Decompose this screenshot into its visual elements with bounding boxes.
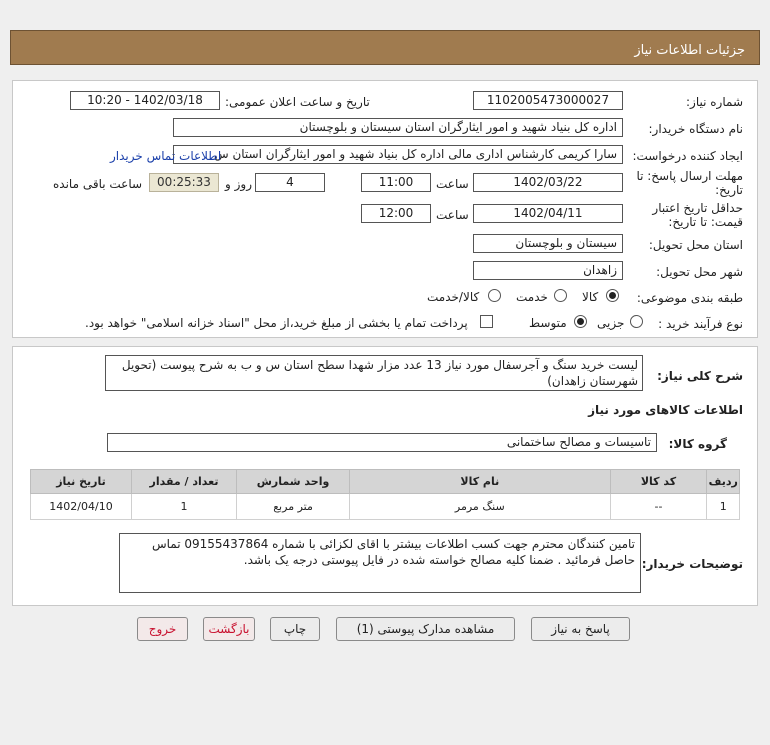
remaining-time-field: 00:25:33 — [149, 173, 219, 192]
summary-field: لیست خرید سنگ و آجرسفال مورد نیاز 13 عدد مزار شهدا سطح استان س و ب به شرح پیوست (تحویل شهرستان زاهدان) — [105, 355, 643, 391]
col-unit: واحد شمارش — [237, 470, 350, 494]
validity-label-date: قیمت: تا تاریخ: — [668, 215, 743, 229]
buyer-org-label: نام دستگاه خریدار: — [648, 122, 743, 136]
requester-field: سارا کریمی کارشناس اداری مالی اداره کل بنیاد شهید و امور ایثارگران استان س — [173, 145, 623, 164]
deadline-label-date: تاریخ: — [715, 183, 743, 197]
page-title: جزئیات اطلاعات نیاز — [634, 43, 745, 58]
buyer-notes-field: تامین کنندگان محترم جهت کسب اطلاعات بیشتر با اقای لکزائی با شماره 09155437864 تماس حاصل فرمائید . ضمنا کلیه مصالح خواسته شده در فایل پیوستی درجه یک باشد. — [119, 533, 641, 593]
category-label: طبقه بندی موضوعی: — [636, 291, 743, 305]
category-radio-service[interactable] — [554, 289, 567, 302]
cell-code: -- — [610, 494, 707, 520]
validity-time-label: ساعت — [436, 208, 469, 222]
province-field: سیستان و بلوچستان — [473, 234, 623, 253]
process-radio-minor[interactable] — [630, 315, 643, 328]
validity-date-field: 1402/04/11 — [473, 204, 623, 223]
deadline-date-field: 1402/03/22 — [473, 173, 623, 192]
page-header — [10, 30, 760, 65]
table-row — [31, 494, 740, 520]
goods-table-header — [31, 470, 740, 494]
buyer-org-field: اداره کل بنیاد شهید و امور ایثارگران استان سیستان و بلوچستان — [173, 118, 623, 137]
buyer-notes-label: توضیحات خریدار: — [641, 557, 743, 571]
category-radio-goods-service[interactable] — [488, 289, 501, 302]
validity-label: حداقل تاریخ اعتبار — [652, 201, 743, 215]
col-row: ردیف — [707, 470, 740, 494]
deadline-time-field: 11:00 — [361, 173, 431, 192]
deadline-time-label: ساعت — [436, 177, 469, 191]
col-need-date: تاریخ نیاز — [31, 470, 132, 494]
cell-row: 1 — [707, 494, 740, 520]
process-option-minor: جزیی — [597, 316, 625, 330]
col-name: نام کالا — [350, 470, 610, 494]
need-number-label: شماره نیاز: — [686, 95, 743, 109]
goods-group-field: تاسیسات و مصالح ساختمانی — [107, 433, 657, 452]
need-number-field: 1102005473000027 — [473, 91, 623, 110]
process-option-medium: متوسط — [529, 316, 567, 330]
col-quantity: تعداد / مقدار — [132, 470, 237, 494]
city-field: زاهدان — [473, 261, 623, 280]
requester-label: ایجاد کننده درخواست: — [632, 149, 743, 163]
deadline-label: مهلت ارسال پاسخ: تا — [636, 169, 743, 183]
days-label: روز و — [225, 177, 252, 191]
reply-button[interactable]: پاسخ به نیاز — [531, 617, 630, 641]
city-label: شهر محل تحویل: — [656, 265, 743, 279]
process-label: نوع فرآیند خرید : — [658, 317, 743, 331]
cell-need-date: 1402/04/10 — [31, 494, 132, 520]
need-details-panel — [12, 346, 758, 606]
announce-label: تاریخ و ساعت اعلان عمومی: — [225, 95, 370, 109]
category-option-service: خدمت — [516, 290, 548, 304]
category-option-goods: کالا — [582, 290, 599, 304]
announce-field: 1402/03/18 - 10:20 — [70, 91, 220, 110]
remaining-time-label: ساعت باقی مانده — [53, 177, 143, 191]
exit-button[interactable]: خروج — [137, 617, 188, 641]
goods-table — [30, 469, 740, 520]
process-radio-medium[interactable] — [574, 315, 587, 328]
contact-buyer-link[interactable]: اطلاعات تماس خریدار — [110, 149, 222, 163]
back-button[interactable]: بازگشت — [203, 617, 255, 641]
goods-info-title: اطلاعات کالاهای مورد نیاز — [588, 403, 743, 417]
cell-quantity: 1 — [132, 494, 237, 520]
attachments-button[interactable]: مشاهده مدارک پیوستی (1) — [336, 617, 515, 641]
category-option-goods-service: کالا/خدمت — [427, 290, 480, 304]
days-field: 4 — [255, 173, 325, 192]
summary-label: شرح کلی نیاز: — [657, 369, 743, 383]
cell-unit: متر مربع — [237, 494, 350, 520]
treasury-payment-note: پرداخت تمام یا بخشی از مبلغ خرید،از محل "اسناد خزانه اسلامی" خواهد بود. — [85, 316, 468, 330]
treasury-payment-checkbox[interactable] — [480, 315, 493, 328]
print-button[interactable]: چاپ — [270, 617, 320, 641]
goods-group-label: گروه کالا: — [668, 437, 727, 451]
cell-name: سنگ مرمر — [350, 494, 610, 520]
category-radio-goods[interactable] — [606, 289, 619, 302]
province-label: استان محل تحویل: — [648, 238, 743, 252]
col-code: کد کالا — [610, 470, 707, 494]
need-info-panel — [12, 80, 758, 338]
validity-time-field: 12:00 — [361, 204, 431, 223]
